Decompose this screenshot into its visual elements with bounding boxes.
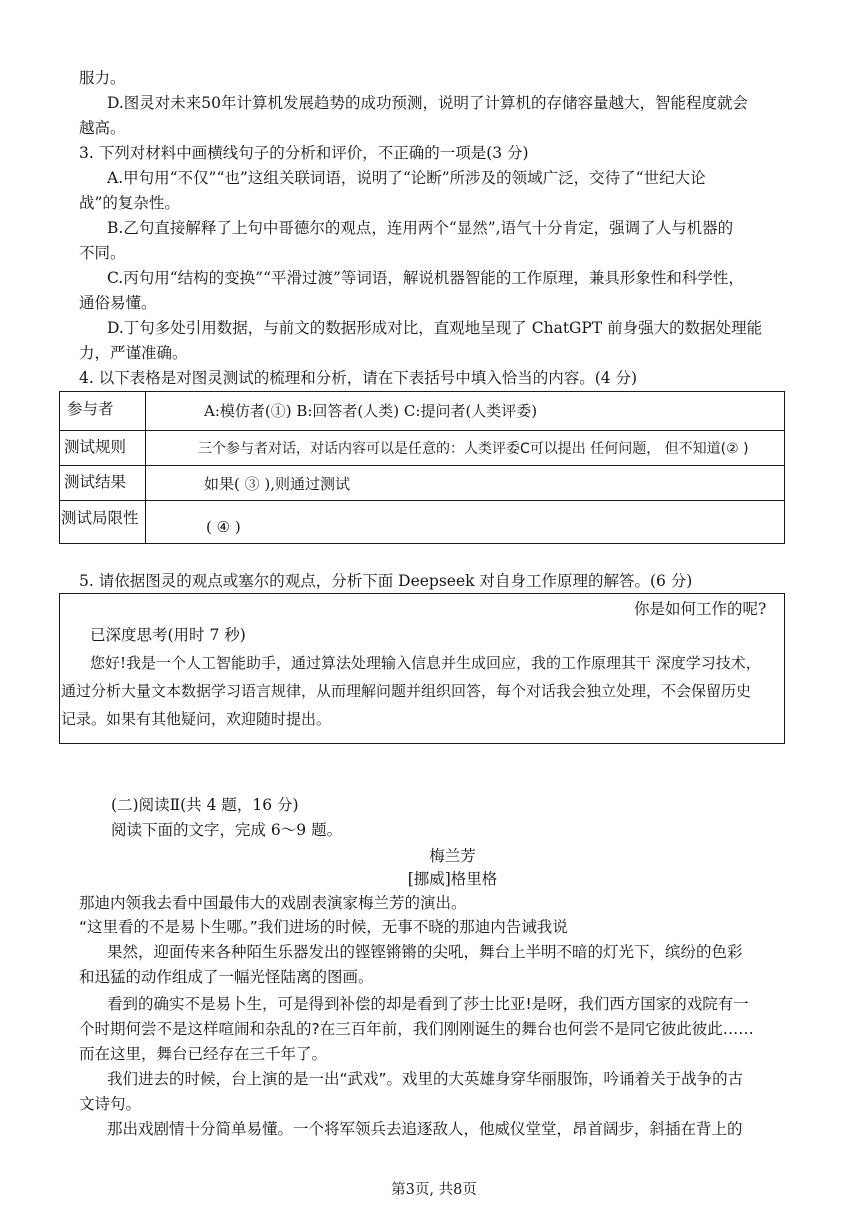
q3-option-a-line1: A.甲句用“不仅”“也”这组关联词语，说明了“论断”所涉及的领域广泛，交待了“世纪大论 <box>107 169 706 187</box>
passage-paragraph: 那迪内领我去看中国最伟大的戏剧表演家梅兰芳的演出。 <box>79 894 467 912</box>
q5-thinking-label: 已深度思考(用时 7 秒) <box>90 626 246 644</box>
q5-answer-line2: 通过分析大量文本数据学习语言规律，从而理解问题并组织回答，每个对话我会独立处理，不会保留历史 <box>61 682 752 700</box>
passage-paragraph: “这里看的不是易卜生哪。”我们进场的时候，无事不晓的那迪内告诫我说 <box>79 918 568 936</box>
passage-paragraph: 个时期何尝不是这样喧闹和杂乱的?在三百年前，我们刚刚诞生的舞台也何尝不是同它彼此彼此…… <box>79 1020 754 1038</box>
passage-paragraph: 看到的确实不是易卜生，可是得到补偿的却是看到了莎士比亚!是呀，我们西方国家的戏院有一 <box>107 995 749 1013</box>
q2-option-d-line1: D.图灵对未来50年计算机发展趋势的成功预测，说明了计算机的存储容量越大，智能程度就会 <box>107 94 749 112</box>
passage-paragraph: 果然，迎面传来各种陌生乐器发出的铿铿锵锵的尖吼，舞台上半明不暗的灯光下，缤纷的色彩 <box>107 943 743 961</box>
q4-table-label-rules: 测试规则 <box>64 438 127 456</box>
q3-option-c-line1: C.丙句用“结构的变换”“平滑过渡”等词语，解说机器智能的工作原理，兼具形象性和科学性， <box>107 269 744 287</box>
q4-table-label-limitation: 测试局限性 <box>61 509 139 527</box>
passage-paragraph: 文诗句。 <box>79 1095 142 1113</box>
q4-table-content-rules: 三个参与者对话，对话内容可以是任意的：人类评委C可以提出 任何问题， 但不知道(② ) <box>198 441 749 457</box>
q5-stem: 5. 请依据图灵的观点或塞尔的观点，分析下面 Deepseek 对自身工作原理的解答。(6 分) <box>79 572 693 590</box>
q3-option-a-line2: 战”的复杂性。 <box>79 194 180 212</box>
q4-table-content-participants: A:模仿者(①) B:回答者(人类) C:提问者(人类评委) <box>204 402 538 420</box>
section-instruction: 阅读下面的文字，完成 6～9 题。 <box>111 821 343 839</box>
q3-option-d-line2: 力，严谨准确。 <box>79 344 188 362</box>
q4-table-row-divider <box>59 465 785 466</box>
q3-option-c-line2: 通俗易懂。 <box>79 294 157 312</box>
q2-continuation-line: 服力。 <box>79 69 126 87</box>
q4-table-content-result: 如果( ③ ),则通过测试 <box>204 475 351 493</box>
q3-stem: 3. 下列对材料中画横线句子的分析和评价，不正确的一项是(3 分) <box>79 144 529 162</box>
passage-paragraph: 而在这里，舞台已经存在三千年了。 <box>79 1045 328 1063</box>
q3-option-d-line1: D.丁句多处引用数据，与前文的数据形成对比，直观地呈现了 ChatGPT 前身强大的数据处理能 <box>107 319 763 337</box>
passage-title: 梅兰芳 <box>429 847 476 865</box>
q4-stem: 4. 以下表格是对图灵测试的梳理和分析，请在下表括号中填入恰当的内容。(4 分) <box>79 369 638 387</box>
q5-user-question: 你是如何工作的呢? <box>634 600 767 618</box>
passage-paragraph: 和迅猛的动作组成了一幅光怪陆离的图画。 <box>79 968 374 986</box>
q4-table-row-divider <box>59 500 785 501</box>
q3-option-b-line2: 不同。 <box>79 244 126 262</box>
q5-answer-line3: 记录。如果有其他疑问，欢迎随时提出。 <box>61 710 332 728</box>
q3-option-b-line1: B.乙句直接解释了上句中哥德尔的观点，连用两个“显然”,语气十分肯定，强调了人与机器的 <box>107 219 734 237</box>
passage-paragraph: 那出戏剧情十分简单易懂。一个将军领兵去追逐敌人，他威仪堂堂，昂首阔步，斜插在背上的 <box>107 1120 743 1138</box>
q4-table-row-divider <box>59 430 785 431</box>
q5-answer-line1: 您好!我是一个人工智能助手，通过算法处理输入信息并生成回应，我的工作原理其干 深度学习技术， <box>90 654 761 672</box>
passage-author: [挪威]格里格 <box>407 870 498 888</box>
passage-paragraph: 我们进去的时候，台上演的是一出“武戏”。戏里的大英雄身穿华丽服饰，吟诵着关于战争的古 <box>107 1070 744 1088</box>
section-heading: (二)阅读Ⅱ(共 4 题，16 分) <box>111 796 299 814</box>
q2-option-d-line2: 越高。 <box>79 119 126 137</box>
q4-table-column-divider <box>145 391 146 544</box>
q4-table-label-participants: 参与者 <box>67 400 114 418</box>
q4-table-label-result: 测试结果 <box>64 473 127 491</box>
page-number: 第3页, 共8页 <box>391 1182 477 1198</box>
q4-table-content-limitation: ( ④ ) <box>206 518 241 536</box>
